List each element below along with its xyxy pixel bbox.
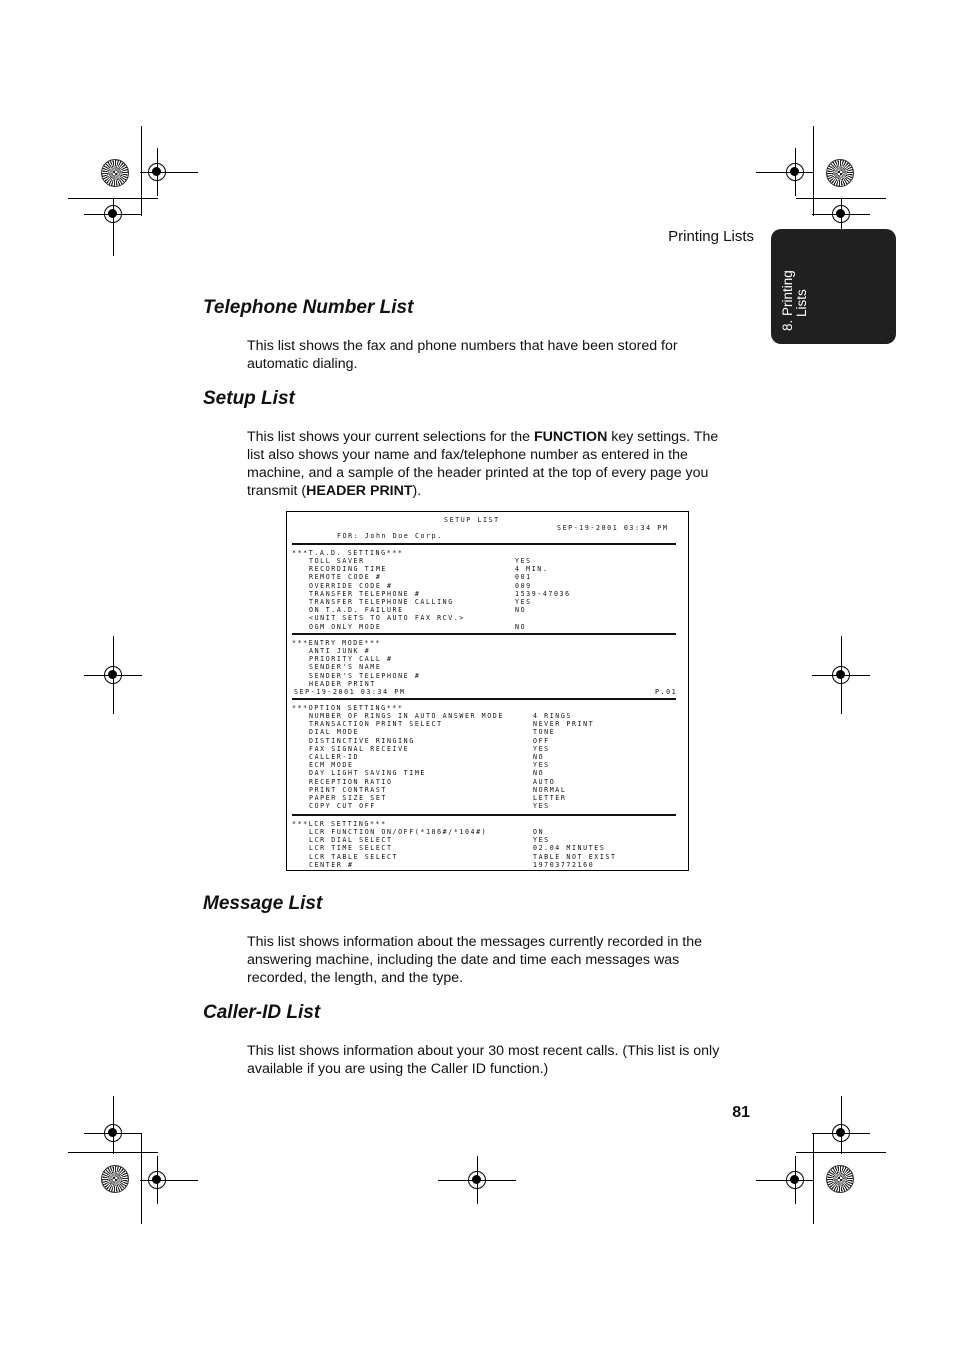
section-body-setup-list <box>247 428 737 500</box>
color-target-icon <box>101 159 129 187</box>
printout-row-value: TONE <box>533 728 556 737</box>
crosshair-target-icon <box>468 1171 486 1189</box>
chapter-tab-line2: Lists <box>794 289 809 317</box>
printout-row-label: ECM MODE <box>309 761 354 770</box>
setup-list-printout <box>286 511 689 871</box>
color-target-icon <box>826 1165 854 1193</box>
printout-row-label: TRANSACTION PRINT SELECT <box>309 720 443 729</box>
printout-row-value: NEVER PRINT <box>533 720 595 729</box>
crosshair-target-icon <box>786 163 804 181</box>
section-body-caller-id-list: This list shows information about your 30 most recent calls. (This list is only available if you are using the Caller ID function.) <box>247 1043 720 1077</box>
printout-row-value: YES <box>515 598 532 606</box>
printout-row-label: LCR TIME SELECT <box>309 844 393 853</box>
printout-row-label: TRANSFER TELEPHONE CALLING <box>309 598 454 606</box>
page-number: 81 <box>732 1104 750 1121</box>
printout-row-value: 4 RINGS <box>533 712 572 720</box>
printout-datetime: SEP-19-2001 03:34 PM <box>557 524 669 532</box>
crosshair-target-icon <box>104 666 122 684</box>
printout-row-value: NO <box>533 753 545 761</box>
section-title-setup-list: Setup List <box>203 388 295 409</box>
tad-heading: ***T.A.D. SETTING*** <box>292 549 404 557</box>
printout-row-label: LCR DIAL SELECT <box>309 836 393 845</box>
section-title-telephone-number-list: Telephone Number List <box>203 297 414 318</box>
entry-heading: ***ENTRY MODE*** <box>292 639 382 647</box>
crosshair-target-icon <box>104 205 122 223</box>
printout-row-label: ANTI JUNK # <box>309 647 371 655</box>
printout-row-value: OFF <box>533 736 550 745</box>
printout-row-label: PAPER SIZE SET <box>309 794 387 802</box>
option-heading: ***OPTION SETTING*** <box>292 704 404 712</box>
printout-row-value: TABLE NOT EXIST <box>533 852 617 861</box>
printout-row-label: <UNIT SETS TO AUTO FAX RCV.> <box>309 614 465 623</box>
printout-row-value: ON <box>533 828 545 836</box>
section-body-message-list: This list shows information about the messages currently recorded in the answering machine, including the date and time each messages was recorded, the length, and the type. <box>247 934 703 986</box>
crosshair-target-icon <box>832 205 850 223</box>
chapter-tab <box>771 229 896 344</box>
printout-for-line: FOR: John Doe Corp. <box>337 532 443 540</box>
printout-row-value: 1539-47036 <box>515 589 571 598</box>
crosshair-target-icon <box>786 1171 804 1189</box>
printout-row-value: YES <box>533 836 550 845</box>
printout-row-label: CALLER-ID <box>309 753 360 761</box>
printout-row-value: 02.04 MINUTES <box>533 844 606 853</box>
printout-row-label: FAX SIGNAL RECEIVE <box>309 744 410 753</box>
printout-row-value: 009 <box>515 581 532 590</box>
entry-footer-right: P.01 <box>655 688 678 696</box>
printout-row-label: HEADER PRINT <box>309 679 376 688</box>
printout-row-value: YES <box>533 802 550 811</box>
printout-row-label: TOLL SAVER <box>309 557 365 565</box>
printout-row-value: YES <box>533 744 550 753</box>
printout-row-label: PRIORITY CALL # <box>309 655 393 664</box>
printout-row-label: DAY LIGHT SAVING TIME <box>309 769 426 778</box>
printout-row-label: SENDER'S TELEPHONE # <box>309 671 421 680</box>
printout-row-value: 4 MIN. <box>515 565 549 574</box>
printout-title: SETUP LIST <box>444 516 500 524</box>
printout-row-value: AUTO <box>533 777 556 786</box>
running-head: Printing Lists <box>668 228 754 245</box>
section-title-caller-id-list: Caller-ID List <box>203 1002 321 1023</box>
header-print-key-name: HEADER PRINT <box>306 483 413 499</box>
printout-row-value: YES <box>533 761 550 770</box>
printout-row-label: DIAL MODE <box>309 728 360 737</box>
lcr-heading: ***LCR SETTING*** <box>292 820 387 828</box>
printout-row-label: OVERRIDE CODE # <box>309 581 393 590</box>
printout-row-label: NUMBER OF RINGS IN AUTO ANSWER MODE <box>309 712 504 720</box>
printout-row-label: REMOTE CODE # <box>309 573 382 582</box>
printout-row-label: PRINT CONTRAST <box>309 785 387 794</box>
printout-row-label: DISTINCTIVE RINGING <box>309 736 415 745</box>
printout-row-value: LETTER <box>533 794 567 802</box>
printout-row-label: CENTER # <box>309 860 354 869</box>
crosshair-target-icon <box>148 1171 166 1189</box>
printout-row-value: 001 <box>515 573 532 582</box>
printout-row-label: SENDER'S NAME <box>309 663 382 672</box>
printout-row-value: NO <box>533 769 545 778</box>
printout-row-label: RECORDING TIME <box>309 565 387 574</box>
body-text: This list shows your current selections for the <box>247 429 535 445</box>
color-target-icon <box>101 1165 129 1193</box>
chapter-tab-line1: 8. Printing <box>780 270 795 331</box>
printout-row-value: NORMAL <box>533 785 567 794</box>
printout-row-label: COPY CUT OFF <box>309 802 376 811</box>
printout-row-value: 19703772160 <box>533 860 595 869</box>
entry-footer-left: SEP-19-2001 03:34 PM <box>294 688 406 696</box>
printout-row-label: LCR FUNCTION ON/OFF(*106#/*104#) <box>309 828 488 836</box>
crosshair-target-icon <box>832 1124 850 1142</box>
printout-row-label: ON T.A.D. FAILURE <box>309 606 404 615</box>
printout-row-label: RECEPTION RATIO <box>309 777 393 786</box>
printout-row-value: NO <box>515 606 527 615</box>
printout-row-label: LCR TABLE SELECT <box>309 852 399 861</box>
printout-row-label: TRANSFER TELEPHONE # <box>309 589 421 598</box>
crosshair-target-icon <box>832 666 850 684</box>
printout-row-value: YES <box>515 557 532 565</box>
color-target-icon <box>826 159 854 187</box>
section-body-telephone-number-list: This list shows the fax and phone numbers that have been stored for automatic dialing. <box>247 338 678 372</box>
function-key-name: FUNCTION <box>534 429 608 445</box>
section-title-message-list: Message List <box>203 893 323 914</box>
printout-row-value: NO <box>515 622 527 631</box>
body-text: ). <box>412 483 422 499</box>
printout-row-label: OGM ONLY MODE <box>309 622 382 631</box>
crosshair-target-icon <box>148 163 166 181</box>
crosshair-target-icon <box>104 1124 122 1142</box>
body-text: key settings. The list also shows your name and fax/telephone number as entered in the machine, and a sample of the header printed at the top of every page you transmit ( <box>247 429 719 499</box>
